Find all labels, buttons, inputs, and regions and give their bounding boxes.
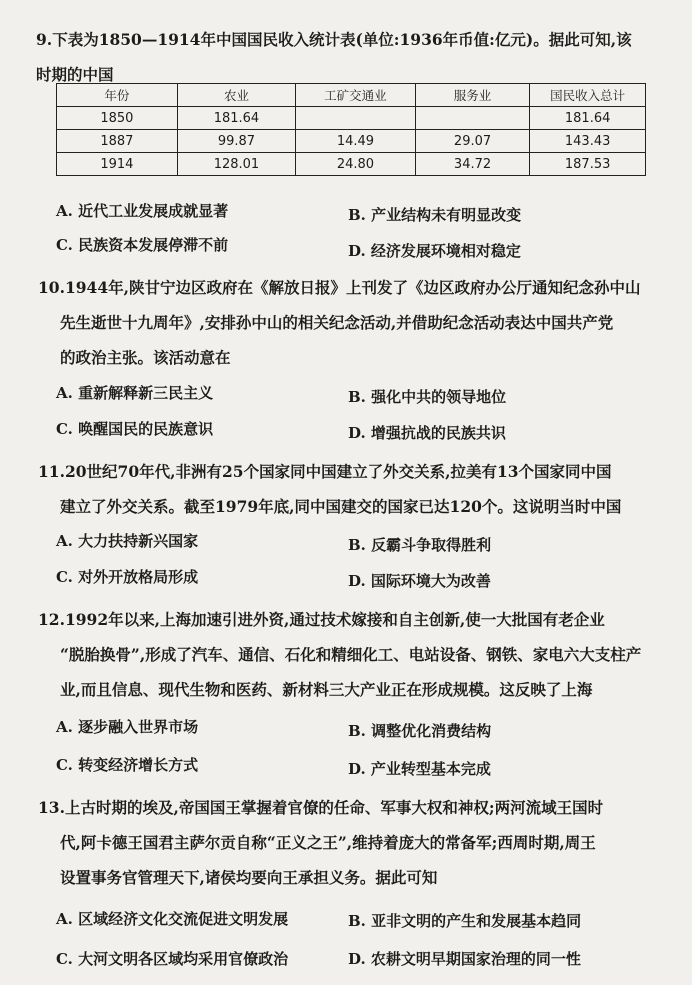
question-number: 11.: [38, 462, 65, 481]
stem-line: 时期的中国: [36, 65, 114, 84]
option-c[interactable]: C. 对外开放格局形成: [56, 568, 199, 586]
table-row: [57, 130, 646, 153]
question-10-stem: [38, 270, 666, 305]
option-b[interactable]: B. 亚非文明的产生和发展基本趋同: [348, 912, 582, 930]
table-header: 农业: [177, 84, 295, 107]
option-a[interactable]: A. 大力扶持新兴国家: [56, 532, 199, 550]
stem-line: 的政治主张。该活动意在: [60, 348, 231, 367]
question-11-options: [56, 530, 676, 600]
table-cell: 14.49: [296, 130, 416, 153]
table-cell: 128.01: [177, 153, 295, 176]
question-12-stem: [38, 602, 666, 637]
option-d[interactable]: D. 经济发展环境相对稳定: [348, 242, 521, 260]
option-a[interactable]: A. 区域经济文化交流促进文明发展: [56, 910, 289, 928]
table-row: [57, 107, 646, 130]
question-11: [38, 454, 666, 524]
table-cell: 1914: [57, 153, 178, 176]
question-number: 9.: [36, 30, 53, 49]
stem-line: 设置事务官管理天下,诸侯均要向王承担义务。据此可知: [60, 868, 438, 887]
table-cell: 29.07: [415, 130, 530, 153]
table-header: 年份: [57, 84, 178, 107]
stem-line: 代,阿卡德王国君主萨尔贡自称“正义之王”,维持着庞大的常备军;西周时期,周王: [60, 833, 596, 852]
option-b[interactable]: B. 反霸斗争取得胜利: [348, 536, 492, 554]
table-row: [57, 153, 646, 176]
stem-line: 上古时期的埃及,帝国国王掌握着官僚的任命、军事大权和神权;两河流域王国时: [64, 798, 604, 817]
stem-line: 建立了外交关系。截至1979年底,同中国建交的国家已达120个。这说明当时中国: [60, 497, 622, 516]
option-a[interactable]: A. 逐步融入世界市场: [56, 718, 199, 736]
question-9-stem: [36, 22, 664, 57]
option-b[interactable]: B. 调整优化消费结构: [348, 722, 492, 740]
table-header: 国民收入总计: [530, 84, 646, 107]
option-c[interactable]: C. 民族资本发展停滞不前: [56, 236, 229, 254]
stem-line: “脱胎换骨”,形成了汽车、通信、石化和精细化工、电站设备、钢铁、家电六大支柱产: [60, 645, 642, 664]
question-13-stem: [38, 790, 666, 825]
option-c[interactable]: C. 唤醒国民的民族意识: [56, 420, 214, 438]
table-header: 工矿交通业: [296, 84, 416, 107]
stem-line: 1992年以来,上海加速引进外资,通过技术嫁接和自主创新,使一大批国有老企业: [64, 610, 605, 629]
question-9: [36, 22, 664, 92]
question-9-options: [56, 200, 676, 270]
table-cell: 1887: [57, 130, 178, 153]
stem-line: 下表为1850—1914年中国国民收入统计表(单位:1936年币值:亿元)。据此可知,该: [52, 30, 632, 49]
option-d[interactable]: D. 农耕文明早期国家治理的同一性: [348, 950, 581, 968]
option-a[interactable]: A. 近代工业发展成就显著: [56, 202, 229, 220]
table-cell: [415, 107, 530, 130]
income-table: [56, 83, 646, 176]
question-number: 10.: [38, 278, 65, 297]
option-d[interactable]: D. 增强抗战的民族共识: [348, 424, 506, 442]
stem-line: 业,而且信息、现代生物和医药、新材料三大产业正在形成规模。这反映了上海: [60, 680, 593, 699]
question-number: 13.: [38, 798, 65, 817]
table-cell: [296, 107, 416, 130]
question-13-options: [56, 908, 676, 978]
stem-line: 1944年,陕甘宁边区政府在《解放日报》上刊发了《边区政府办公厅通知纪念孙中山: [64, 278, 641, 297]
table-cell: 24.80: [296, 153, 416, 176]
option-a[interactable]: A. 重新解释新三民主义: [56, 384, 214, 402]
table-header-row: [57, 84, 646, 107]
question-12: [38, 602, 666, 707]
question-11-stem: [38, 454, 666, 489]
option-b[interactable]: B. 产业结构未有明显改变: [348, 206, 522, 224]
question-number: 12.: [38, 610, 65, 629]
question-10: [38, 270, 666, 375]
table-header: 服务业: [415, 84, 530, 107]
table-cell: 143.43: [530, 130, 646, 153]
option-b[interactable]: B. 强化中共的领导地位: [348, 388, 507, 406]
table-cell: 34.72: [415, 153, 530, 176]
table-cell: 187.53: [530, 153, 646, 176]
table-cell: 99.87: [177, 130, 295, 153]
option-c[interactable]: C. 转变经济增长方式: [56, 756, 199, 774]
option-d[interactable]: D. 产业转型基本完成: [348, 760, 491, 778]
table-cell: 181.64: [530, 107, 646, 130]
option-c[interactable]: C. 大河文明各区域均采用官僚政治: [56, 950, 289, 968]
stem-line: 先生逝世十九周年》,安排孙中山的相关纪念活动,并借助纪念活动表达中国共产党: [60, 313, 614, 332]
table-cell: 1850: [57, 107, 178, 130]
question-13: [38, 790, 666, 895]
option-d[interactable]: D. 国际环境大为改善: [348, 572, 491, 590]
question-12-options: [56, 716, 676, 786]
table-cell: 181.64: [177, 107, 295, 130]
question-10-options: [56, 382, 676, 452]
stem-line: 20世纪70年代,非洲有25个国家同中国建立了外交关系,拉美有13个国家同中国: [64, 462, 612, 481]
